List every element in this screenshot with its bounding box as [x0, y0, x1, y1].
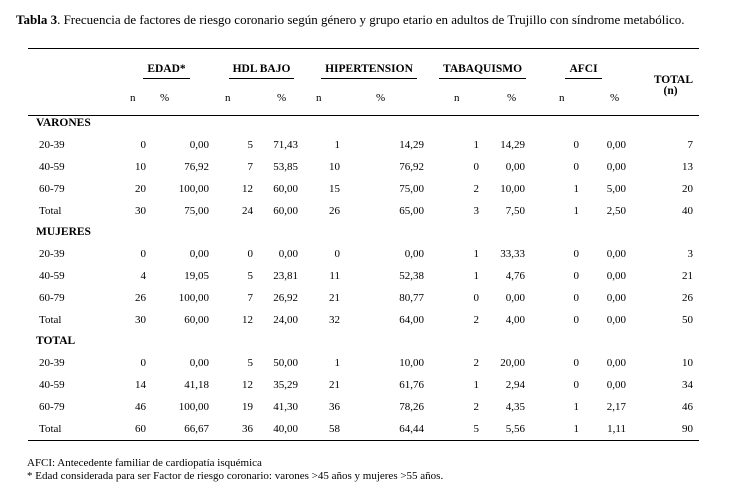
table-cell: 0,00 [189, 356, 209, 369]
table-cell: 0,00 [606, 160, 627, 173]
table-cell: 60,00 [184, 313, 209, 326]
table-cell: 52,38 [399, 269, 425, 282]
table-cell: 12 [242, 313, 253, 326]
section-header-row [28, 113, 699, 134]
table-cell: 4,35 [505, 400, 526, 413]
table-cell: 20 [682, 182, 694, 195]
section-header-row [28, 222, 699, 243]
table-cell: 5,56 [505, 422, 526, 435]
table-cell: 5 [247, 356, 253, 369]
table-cell: 100,00 [178, 291, 209, 304]
table-cell: 4,76 [505, 269, 526, 282]
table-cell: 1 [473, 269, 480, 282]
table-cell: 10 [135, 160, 146, 173]
row-label: 40-59 [39, 269, 65, 282]
table-cell: 2,50 [606, 204, 627, 217]
risk-factor-table [28, 58, 699, 440]
table-cell: 4 [140, 269, 146, 282]
table-cell: 65,00 [399, 204, 425, 217]
table-cell: 32 [329, 313, 340, 326]
table-cell: 53,85 [273, 160, 298, 173]
table-cell: 12 [242, 378, 253, 391]
table-cell: 24 [242, 204, 253, 217]
table-cell: 76,92 [399, 160, 425, 173]
table-cell: 0,00 [606, 269, 627, 282]
row-label: 40-59 [39, 160, 65, 173]
table-cell: 90 [682, 422, 694, 435]
table-cell: 40 [682, 204, 694, 217]
table-cell: 0,00 [278, 247, 298, 260]
table-cell: 0 [573, 269, 580, 282]
table-row [28, 200, 699, 222]
table-cell: 26,92 [273, 291, 298, 304]
table-cell: 40,00 [273, 422, 298, 435]
table-cell: 64,00 [399, 313, 425, 326]
row-label: 20-39 [39, 356, 65, 369]
table-cell: 3 [687, 247, 694, 260]
table-cell: 76,92 [184, 160, 209, 173]
table-cell: 1 [473, 138, 480, 151]
table-cell: 0,00 [404, 247, 425, 260]
table-cell: 35,29 [273, 378, 298, 391]
table-cell: 61,76 [399, 378, 425, 391]
table-cell: 41,18 [184, 378, 209, 391]
table-cell: 0,00 [606, 138, 627, 151]
table-cell: 12 [242, 182, 253, 195]
table-cell: 2 [473, 313, 480, 326]
table-caption-text: . Frecuencia de factores de riesgo coronario según género y grupo etario en adultos de Trujillo con síndrome metabólico. [57, 12, 685, 27]
row-label: 60-79 [39, 291, 65, 304]
table-cell: 0 [140, 138, 146, 151]
table-cell: 0,00 [606, 313, 627, 326]
table-cell: 13 [682, 160, 694, 173]
table-cell: 36 [329, 400, 340, 413]
table-cell: 75,00 [399, 182, 425, 195]
table-cell: 33,33 [500, 247, 526, 260]
table-cell: 36 [242, 422, 253, 435]
table-cell: 23,81 [273, 269, 298, 282]
table-cell: 3 [473, 204, 480, 217]
header-row-units [28, 84, 699, 113]
table-row [28, 374, 699, 396]
table-cell: 26 [135, 291, 146, 304]
table-cell: 7 [687, 138, 694, 151]
table-cell: 1 [473, 247, 480, 260]
section-title: TOTAL [36, 335, 76, 347]
table-cell: 24,00 [273, 313, 298, 326]
table-caption-label: Tabla 3 [16, 12, 58, 27]
header-pct: % [376, 92, 386, 104]
section-header-row [28, 331, 699, 352]
bottom-rule [28, 440, 699, 441]
table-row [28, 418, 699, 440]
row-label: 20-39 [39, 247, 65, 260]
header-tabaquismo: TABAQUISMO [432, 58, 533, 84]
table-cell: 0,00 [505, 160, 526, 173]
table-cell: 2,94 [505, 378, 526, 391]
table-cell: 41,30 [273, 400, 298, 413]
section-title: VARONES [36, 117, 91, 129]
table-cell: 0 [473, 160, 480, 173]
table-cell: 50 [682, 313, 694, 326]
table-caption [16, 12, 728, 28]
table-cell: 1 [334, 138, 340, 151]
table-row [28, 287, 699, 309]
table-cell: 0 [573, 138, 580, 151]
table-cell: 0 [334, 247, 340, 260]
table-cell: 14 [135, 378, 146, 391]
table-cell: 26 [682, 291, 694, 304]
table-cell: 0 [573, 313, 580, 326]
table-cell: 11 [329, 269, 340, 282]
header-n: n [454, 92, 460, 104]
table-cell: 60,00 [273, 204, 298, 217]
header-pct: % [160, 92, 170, 104]
table-row [28, 352, 699, 374]
table-cell: 30 [135, 313, 146, 326]
table-cell: 26 [329, 204, 340, 217]
table-cell: 0 [573, 291, 580, 304]
table-cell: 1 [473, 378, 480, 391]
table-cell: 20,00 [500, 356, 526, 369]
table-cell: 0 [573, 160, 580, 173]
header-pct: % [277, 92, 287, 104]
table-row [28, 134, 699, 156]
row-label: 40-59 [39, 378, 65, 391]
table-cell: 60,00 [273, 182, 298, 195]
table-cell: 10,00 [500, 182, 526, 195]
table-cell: 21 [329, 291, 340, 304]
row-label: Total [39, 422, 62, 435]
table-cell: 4,00 [505, 313, 526, 326]
table-cell: 78,26 [399, 400, 425, 413]
table-cell: 0 [573, 378, 580, 391]
table-cell: 14,29 [500, 138, 526, 151]
header-total [634, 58, 699, 113]
table-cell: 5 [473, 422, 480, 435]
row-label: Total [39, 313, 62, 326]
row-label: 60-79 [39, 400, 65, 413]
table-cell: 10 [329, 160, 340, 173]
row-label: 60-79 [39, 182, 65, 195]
table-cell: 0 [573, 247, 580, 260]
table-cell: 1 [573, 182, 580, 195]
section-title: MUJERES [36, 226, 91, 238]
table-cell: 58 [329, 422, 340, 435]
header-n: n [225, 92, 231, 104]
table-row [28, 309, 699, 331]
table-cell: 2 [473, 182, 480, 195]
table-cell: 10,00 [399, 356, 425, 369]
header-total-label: TOTAL [653, 73, 694, 86]
table-cell: 60 [135, 422, 146, 435]
footnotes [27, 457, 443, 483]
table-cell: 34 [682, 378, 694, 391]
header-pct: % [507, 92, 517, 104]
table-cell: 19 [242, 400, 253, 413]
footnote-edad: * Edad considerada para ser Factor de riesgo coronario: varones >45 años y mujeres >55 años. [27, 470, 444, 482]
table-cell: 19,05 [184, 269, 209, 282]
table-cell: 1 [573, 422, 580, 435]
table-cell: 0 [247, 247, 253, 260]
table-cell: 10 [682, 356, 694, 369]
table-cell: 5,00 [606, 182, 627, 195]
table-cell: 0,00 [606, 247, 627, 260]
table-cell: 0 [573, 356, 580, 369]
table-cell: 100,00 [178, 400, 209, 413]
table-row [28, 265, 699, 287]
table-cell: 5 [247, 138, 253, 151]
table-cell: 21 [682, 269, 694, 282]
table-cell: 100,00 [178, 182, 209, 195]
table-cell: 5 [247, 269, 253, 282]
table-cell: 14,29 [399, 138, 425, 151]
table-cell: 46 [682, 400, 694, 413]
table-cell: 0,00 [189, 247, 209, 260]
table-cell: 1,11 [607, 422, 627, 435]
top-rule [28, 48, 699, 49]
table-row [28, 396, 699, 418]
header-total-unit: (n) [663, 84, 678, 97]
table-cell: 7 [247, 160, 253, 173]
header-n: n [130, 92, 136, 104]
table-cell: 0 [140, 356, 146, 369]
table-cell: 0,00 [189, 138, 209, 151]
table-row [28, 243, 699, 265]
table-row [28, 178, 699, 200]
table-cell: 75,00 [184, 204, 209, 217]
table-cell: 2,17 [606, 400, 627, 413]
table-cell: 80,77 [399, 291, 425, 304]
table-cell: 0,00 [505, 291, 526, 304]
table-cell: 21 [329, 378, 340, 391]
header-afci: AFCI [533, 58, 634, 84]
header-hdl-bajo: HDL BAJO [217, 58, 306, 84]
table-cell: 7 [247, 291, 253, 304]
table-cell: 1 [573, 400, 580, 413]
header-edad: EDAD* [116, 58, 217, 84]
table-cell: 2 [473, 356, 480, 369]
header-pct: % [610, 92, 620, 104]
table-cell: 1 [334, 356, 340, 369]
table-cell: 1 [573, 204, 580, 217]
table-cell: 0,00 [606, 291, 627, 304]
table-cell: 50,00 [273, 356, 298, 369]
table-cell: 7,50 [505, 204, 526, 217]
header-n: n [559, 92, 565, 104]
header-hipertension: HIPERTENSION [306, 58, 432, 84]
table-cell: 64,44 [399, 422, 425, 435]
header-n: n [316, 92, 322, 104]
table-cell: 30 [135, 204, 146, 217]
table-cell: 46 [135, 400, 146, 413]
table-cell: 71,43 [273, 138, 298, 151]
table-cell: 66,67 [184, 422, 209, 435]
footnote-afci: AFCI: Antecedente familiar de cardiopatía isquémica [27, 457, 262, 469]
table-cell: 2 [473, 400, 480, 413]
table-cell: 0 [473, 291, 480, 304]
table-cell: 0 [140, 247, 146, 260]
table-cell: 0,00 [606, 356, 627, 369]
table-cell: 15 [329, 182, 340, 195]
row-label: Total [39, 204, 62, 217]
table-cell: 0,00 [606, 378, 627, 391]
table-cell: 20 [135, 182, 146, 195]
row-label: 20-39 [39, 138, 65, 151]
table-row [28, 156, 699, 178]
header-row-groups [28, 58, 699, 84]
